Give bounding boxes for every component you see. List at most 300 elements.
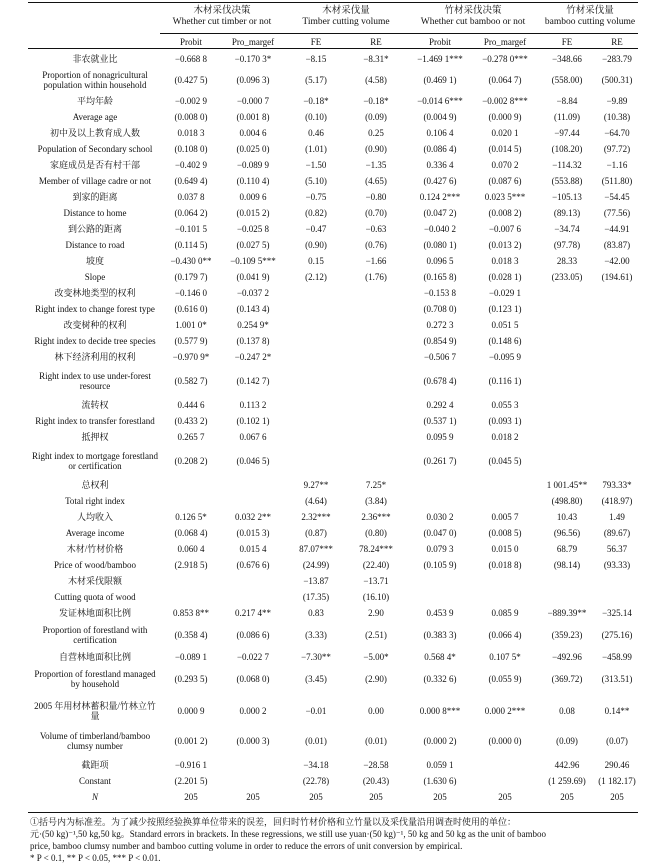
row-label: Constant bbox=[78, 776, 111, 786]
table-note-4: * P < 0.1, ** P < 0.05, *** P < 0.01. bbox=[30, 853, 161, 863]
table-cell: (77.56) bbox=[603, 207, 631, 218]
table-cell: (0.110 4) bbox=[236, 175, 270, 186]
table-cell: −0.014 6*** bbox=[417, 95, 463, 106]
row-label: 非农就业比 bbox=[72, 54, 118, 64]
table-cell: (0.80) bbox=[365, 527, 387, 538]
table-cell: (16.10) bbox=[362, 591, 390, 602]
table-cell: (0.004 9) bbox=[423, 111, 457, 122]
row-label: Proportion of nonagricultural population within household bbox=[42, 70, 148, 90]
table-cell: (0.055 9) bbox=[488, 673, 522, 684]
table-cell: (0.068 0) bbox=[236, 673, 270, 684]
table-cell: 7.25* bbox=[365, 479, 387, 490]
table-cell: −0.506 7 bbox=[423, 351, 457, 362]
row-label: 2005 年用材林蓄积量/竹林立竹量 bbox=[34, 701, 156, 721]
table-row bbox=[0, 350, 660, 364]
row-label: N bbox=[91, 792, 98, 802]
table-cell: (0.086 6) bbox=[236, 629, 270, 640]
table-cell: 2.36*** bbox=[361, 511, 391, 522]
table-row bbox=[0, 174, 660, 188]
subheader-probit: Probit bbox=[428, 37, 451, 47]
table-cell: (0.616 0) bbox=[174, 303, 208, 314]
table-row bbox=[0, 728, 660, 754]
table-cell: (22.40) bbox=[362, 559, 390, 570]
top-rule bbox=[28, 2, 638, 3]
header-rule-1 bbox=[160, 33, 638, 34]
row-label: 到家的距离 bbox=[72, 192, 118, 202]
table-cell: −42.00 bbox=[604, 255, 630, 266]
table-cell: −0.040 2 bbox=[423, 223, 457, 234]
table-cell: 0.095 9 bbox=[426, 431, 454, 442]
table-cell: −0.095 9 bbox=[488, 351, 522, 362]
table-cell: 78.24*** bbox=[359, 543, 393, 554]
table-cell: 0.444 6 bbox=[177, 399, 205, 410]
row-label: 初中及以上教育成人数 bbox=[49, 128, 140, 138]
table-cell: (511.80) bbox=[601, 175, 633, 186]
table-cell: (0.82) bbox=[305, 207, 327, 218]
table-cell: 0.568 4* bbox=[424, 651, 456, 662]
subheader-fe: FE bbox=[561, 37, 573, 47]
table-cell: (0.427 5) bbox=[174, 74, 208, 85]
table-cell: (0.080 1) bbox=[423, 239, 457, 250]
header-rule-2 bbox=[28, 48, 638, 49]
table-row bbox=[0, 790, 660, 804]
table-row bbox=[0, 190, 660, 204]
table-cell: (0.649 4) bbox=[174, 175, 208, 186]
table-cell: (108.20) bbox=[551, 143, 583, 154]
table-cell: −0.002 9 bbox=[174, 95, 208, 106]
table-cell: (0.001 8) bbox=[236, 111, 270, 122]
table-cell: −5.00* bbox=[363, 651, 389, 662]
table-cell: −0.63 bbox=[365, 223, 387, 234]
table-cell: (3.33) bbox=[305, 629, 327, 640]
table-cell: −0.668 8 bbox=[174, 53, 208, 64]
table-cell: 0.336 4 bbox=[426, 159, 454, 170]
table-cell: −0.037 2 bbox=[236, 287, 270, 298]
table-cell: 2.32*** bbox=[301, 511, 331, 522]
table-cell: (0.123 1) bbox=[488, 303, 522, 314]
table-row bbox=[0, 542, 660, 556]
table-cell: (11.09) bbox=[554, 111, 580, 122]
table-cell: 28.33 bbox=[556, 255, 578, 266]
table-cell: (4.64) bbox=[305, 495, 327, 506]
table-cell: (5.17) bbox=[305, 74, 327, 85]
table-cell: (0.678 4) bbox=[423, 375, 457, 386]
table-cell: (1.630 6) bbox=[423, 775, 457, 786]
table-row bbox=[0, 696, 660, 726]
table-cell: (2.918 5) bbox=[174, 559, 208, 570]
table-cell: 0.453 9 bbox=[426, 607, 454, 618]
table-cell: (0.854 9) bbox=[423, 335, 457, 346]
table-cell: (2.90) bbox=[365, 673, 387, 684]
header-group-cn: 竹材采伐量 bbox=[566, 6, 614, 16]
table-cell: −0.025 8 bbox=[236, 223, 270, 234]
table-row bbox=[0, 270, 660, 284]
row-label: Average income bbox=[65, 528, 125, 538]
subheader-fe: FE bbox=[310, 37, 322, 47]
subheader-probit: Probit bbox=[179, 37, 202, 47]
table-cell: 0.000 2 bbox=[239, 705, 267, 716]
table-row bbox=[0, 478, 660, 492]
header-group-en: Timber cutting volume bbox=[302, 17, 390, 27]
row-label: Proportion of forestland with certification bbox=[42, 625, 148, 645]
table-row bbox=[0, 430, 660, 444]
table-cell: (0.064 2) bbox=[174, 207, 208, 218]
table-row bbox=[0, 650, 660, 664]
table-cell: (96.56) bbox=[553, 527, 581, 538]
table-note-2: 元·(50 kg)⁻¹,50 kg,50 kg。Standard errors in brackets. In these regressions, we still use yuan·(50 kg)⁻¹, 50 kg and 50 kg as the unit of bamboo bbox=[30, 829, 547, 839]
table-row bbox=[0, 254, 660, 268]
header-group-cn: 竹材采伐决策 bbox=[444, 6, 502, 16]
table-cell: (0.000 2) bbox=[423, 735, 457, 746]
table-row bbox=[0, 622, 660, 648]
table-cell: −44.91 bbox=[604, 223, 630, 234]
table-cell: (0.066 4) bbox=[488, 629, 522, 640]
table-cell: (0.469 1) bbox=[423, 74, 457, 85]
table-cell: −0.247 2* bbox=[234, 351, 272, 362]
table-cell: −0.146 0 bbox=[174, 287, 208, 298]
table-cell: (0.70) bbox=[365, 207, 387, 218]
table-cell: 0.060 4 bbox=[177, 543, 205, 554]
row-label: Price of wood/bamboo bbox=[54, 560, 136, 570]
table-cell: (275.16) bbox=[601, 629, 633, 640]
header-group-timber-decision bbox=[160, 6, 284, 28]
header-group-en: Whether cut bamboo or not bbox=[420, 17, 526, 27]
table-cell: 87.07*** bbox=[299, 543, 333, 554]
table-row bbox=[0, 68, 660, 92]
table-cell: (0.332 6) bbox=[423, 673, 457, 684]
table-cell: (0.105 9) bbox=[423, 559, 457, 570]
table-cell: 10.43 bbox=[556, 511, 578, 522]
row-label: Right index to transfer forestland bbox=[35, 416, 155, 426]
table-cell: 2.90 bbox=[368, 607, 384, 618]
table-cell: 0.067 6 bbox=[239, 431, 267, 442]
table-row bbox=[0, 414, 660, 428]
table-cell: (0.116 1) bbox=[488, 375, 522, 386]
table-cell: (194.61) bbox=[601, 271, 633, 282]
table-cell: −1.469 1*** bbox=[417, 53, 463, 64]
table-cell: 0.032 2** bbox=[235, 511, 271, 522]
row-label: Slope bbox=[84, 272, 106, 282]
row-label: 截距项 bbox=[81, 760, 109, 770]
table-row bbox=[0, 126, 660, 140]
table-cell: (0.01) bbox=[365, 735, 387, 746]
table-cell: (0.047 0) bbox=[423, 527, 457, 538]
table-cell: −325.14 bbox=[602, 607, 632, 618]
table-cell: (0.014 5) bbox=[488, 143, 522, 154]
bottom-rule bbox=[28, 812, 638, 813]
row-label: Volume of timberland/bamboo clumsy number bbox=[39, 731, 151, 751]
table-cell: 68.79 bbox=[556, 543, 578, 554]
table-cell: (97.72) bbox=[603, 143, 631, 154]
table-cell: −13.71 bbox=[363, 575, 389, 586]
table-cell: 205 bbox=[610, 791, 624, 802]
table-cell: −105.13 bbox=[552, 191, 582, 202]
table-cell: (0.179 7) bbox=[174, 271, 208, 282]
table-cell: 290.46 bbox=[604, 759, 630, 770]
table-cell: 0.254 9* bbox=[237, 319, 269, 330]
row-label: Right index to change forest type bbox=[35, 304, 155, 314]
table-cell: (0.025 0) bbox=[236, 143, 270, 154]
table-cell: (98.14) bbox=[553, 559, 581, 570]
table-cell: 0.107 5* bbox=[489, 651, 521, 662]
table-cell: 0.15 bbox=[308, 255, 324, 266]
table-cell: (0.137 8) bbox=[236, 335, 270, 346]
row-label: Distance to home bbox=[63, 208, 127, 218]
table-cell: −0.402 9 bbox=[174, 159, 208, 170]
table-cell: (17.35) bbox=[302, 591, 330, 602]
table-cell: (10.38) bbox=[603, 111, 631, 122]
table-cell: −9.89 bbox=[606, 95, 628, 106]
table-cell: (0.358 4) bbox=[174, 629, 208, 640]
table-cell: (0.582 7) bbox=[174, 375, 208, 386]
table-row bbox=[0, 606, 660, 620]
header-group-cn: 木材采伐量 bbox=[322, 6, 370, 16]
table-cell: (89.13) bbox=[553, 207, 581, 218]
table-cell: −34.74 bbox=[554, 223, 580, 234]
table-cell: (233.05) bbox=[551, 271, 583, 282]
table-cell: −0.101 5 bbox=[174, 223, 208, 234]
table-cell: (0.000 3) bbox=[236, 735, 270, 746]
table-cell: (3.84) bbox=[365, 495, 387, 506]
table-cell: −0.80 bbox=[365, 191, 387, 202]
table-cell: 0.096 5 bbox=[426, 255, 454, 266]
table-cell: (0.018 8) bbox=[488, 559, 522, 570]
table-cell: 0.265 7 bbox=[177, 431, 205, 442]
table-cell: (0.096 3) bbox=[236, 74, 270, 85]
table-cell: (0.008 5) bbox=[488, 527, 522, 538]
row-label: 家庭成员是否有村干部 bbox=[49, 160, 140, 170]
table-cell: 0.00 bbox=[368, 705, 384, 716]
row-label: 平均年龄 bbox=[76, 96, 113, 106]
table-cell: (1 182.17) bbox=[598, 775, 636, 786]
table-cell: 0.018 3 bbox=[177, 127, 205, 138]
table-cell: −1.50 bbox=[305, 159, 327, 170]
table-cell: 0.08 bbox=[559, 705, 575, 716]
table-cell: (97.78) bbox=[553, 239, 581, 250]
table-cell: (0.07) bbox=[606, 735, 628, 746]
table-row bbox=[0, 52, 660, 66]
table-cell: −0.153 8 bbox=[423, 287, 457, 298]
table-cell: (0.165 8) bbox=[423, 271, 457, 282]
table-cell: (0.027 5) bbox=[236, 239, 270, 250]
table-cell: (0.142 7) bbox=[236, 375, 270, 386]
table-note-1: ①括号内为标准差。为了减少按照经验换算单位带来的误差，回归时竹材价格和立竹量以及采伐量沿用调查时使用的单位： bbox=[30, 817, 517, 827]
table-cell: (0.064 7) bbox=[488, 74, 522, 85]
table-cell: −889.39** bbox=[547, 607, 587, 618]
header-group-timber-volume bbox=[286, 6, 406, 28]
table-cell: 1.001 0* bbox=[175, 319, 207, 330]
row-label: 总权利 bbox=[81, 480, 109, 490]
table-row bbox=[0, 526, 660, 540]
row-label: Member of village cadre or not bbox=[38, 176, 152, 186]
table-cell: −0.01 bbox=[305, 705, 327, 716]
table-cell: −0.75 bbox=[305, 191, 327, 202]
table-cell: −1.66 bbox=[365, 255, 387, 266]
table-cell: (500.31) bbox=[601, 74, 633, 85]
table-cell: (0.047 2) bbox=[423, 207, 457, 218]
table-cell: (0.87) bbox=[305, 527, 327, 538]
row-label: 人均收入 bbox=[76, 512, 113, 522]
table-cell: (0.068 4) bbox=[174, 527, 208, 538]
table-cell: 0.000 2*** bbox=[484, 705, 526, 716]
table-cell: (0.008 2) bbox=[488, 207, 522, 218]
row-label: 改变树种的权利 bbox=[63, 320, 127, 330]
table-cell: −0.170 3* bbox=[234, 53, 272, 64]
table-cell: (359.23) bbox=[551, 629, 583, 640]
table-row bbox=[0, 158, 660, 172]
table-cell: 1 001.45** bbox=[546, 479, 588, 490]
table-cell: 0.004 6 bbox=[239, 127, 267, 138]
table-cell: (0.000 0) bbox=[488, 735, 522, 746]
table-cell: (0.427 6) bbox=[423, 175, 457, 186]
table-row bbox=[0, 558, 660, 572]
table-row bbox=[0, 774, 660, 788]
table-cell: −0.109 5*** bbox=[230, 255, 276, 266]
table-cell: (22.78) bbox=[302, 775, 330, 786]
table-row bbox=[0, 222, 660, 236]
table-cell: (1 259.69) bbox=[548, 775, 586, 786]
table-cell: 0.25 bbox=[368, 127, 384, 138]
row-label: 自营林地面积比例 bbox=[58, 652, 131, 662]
table-cell: (0.383 3) bbox=[423, 629, 457, 640]
table-cell: 0.020 1 bbox=[491, 127, 519, 138]
table-cell: 793.33* bbox=[602, 479, 632, 490]
row-label: Population of Secondary school bbox=[37, 144, 153, 154]
row-label: Distance to road bbox=[65, 240, 125, 250]
row-label: 木材/竹材价格 bbox=[66, 544, 124, 554]
table-cell: (2.12) bbox=[305, 271, 327, 282]
table-row bbox=[0, 758, 660, 772]
table-cell: −97.44 bbox=[554, 127, 580, 138]
table-cell: −0.022 7 bbox=[236, 651, 270, 662]
row-label: Average age bbox=[72, 112, 118, 122]
table-cell: (0.01) bbox=[305, 735, 327, 746]
table-cell: 0.079 3 bbox=[426, 543, 454, 554]
table-cell: −8.15 bbox=[305, 53, 327, 64]
table-row bbox=[0, 238, 660, 252]
table-cell: −7.30** bbox=[301, 651, 331, 662]
table-cell: −1.35 bbox=[365, 159, 387, 170]
table-cell: (0.148 6) bbox=[488, 335, 522, 346]
table-row bbox=[0, 286, 660, 300]
table-cell: 205 bbox=[433, 791, 447, 802]
table-cell: (3.45) bbox=[305, 673, 327, 684]
table-cell: (83.87) bbox=[603, 239, 631, 250]
table-cell: (0.102 1) bbox=[236, 415, 270, 426]
table-cell: (0.045 5) bbox=[488, 455, 522, 466]
table-cell: 0.085 9 bbox=[491, 607, 519, 618]
table-cell: 0.051 5 bbox=[491, 319, 519, 330]
table-cell: −458.99 bbox=[602, 651, 632, 662]
table-cell: (0.143 4) bbox=[236, 303, 270, 314]
table-cell: (89.67) bbox=[603, 527, 631, 538]
table-cell: 56.37 bbox=[606, 543, 628, 554]
table-cell: (20.43) bbox=[362, 775, 390, 786]
table-cell: 0.059 1 bbox=[426, 759, 454, 770]
table-cell: −0.029 1 bbox=[488, 287, 522, 298]
table-cell: 0.009 6 bbox=[239, 191, 267, 202]
table-cell: 0.005 7 bbox=[491, 511, 519, 522]
table-cell: −13.87 bbox=[303, 575, 329, 586]
table-cell: (93.33) bbox=[603, 559, 631, 570]
table-cell: (4.65) bbox=[365, 175, 387, 186]
row-label: 抵押权 bbox=[81, 432, 109, 442]
table-cell: (0.90) bbox=[305, 239, 327, 250]
table-cell: 0.018 3 bbox=[491, 255, 519, 266]
table-cell: (0.000 9) bbox=[488, 111, 522, 122]
table-cell: (1.76) bbox=[365, 271, 387, 282]
table-cell: (498.80) bbox=[551, 495, 583, 506]
row-label: Cutting quota of wood bbox=[54, 592, 136, 602]
table-row bbox=[0, 398, 660, 412]
table-cell: −8.84 bbox=[556, 95, 578, 106]
table-cell: (0.087 6) bbox=[488, 175, 522, 186]
table-cell: −348.66 bbox=[552, 53, 582, 64]
table-cell: −0.002 8*** bbox=[482, 95, 528, 106]
table-row bbox=[0, 510, 660, 524]
table-cell: 0.853 8** bbox=[173, 607, 209, 618]
table-cell: (0.001 2) bbox=[174, 735, 208, 746]
table-cell: 0.055 3 bbox=[491, 399, 519, 410]
subheader-re: RE bbox=[611, 37, 623, 47]
table-cell: 0.292 4 bbox=[426, 399, 454, 410]
subheader-pro-margef: Pro_margef bbox=[483, 37, 527, 47]
table-cell: (0.708 0) bbox=[423, 303, 457, 314]
table-cell: −0.089 1 bbox=[174, 651, 208, 662]
table-cell: (0.013 2) bbox=[488, 239, 522, 250]
subheader-pro-margef: Pro_margef bbox=[231, 37, 275, 47]
table-cell: (1.01) bbox=[305, 143, 327, 154]
table-cell: (0.676 6) bbox=[236, 559, 270, 570]
table-cell: −114.32 bbox=[552, 159, 582, 170]
table-cell: (0.008 0) bbox=[174, 111, 208, 122]
table-cell: −283.79 bbox=[602, 53, 632, 64]
table-cell: 0.113 2 bbox=[239, 399, 267, 410]
table-cell: (2.201 5) bbox=[174, 775, 208, 786]
table-cell: −0.007 6 bbox=[488, 223, 522, 234]
table-cell: −0.18* bbox=[363, 95, 389, 106]
table-row bbox=[0, 110, 660, 124]
row-label: Right index to use under-forest resource bbox=[39, 371, 151, 391]
row-label: 改变林地类型的权利 bbox=[54, 288, 136, 298]
table-cell: 0.000 9 bbox=[177, 705, 205, 716]
table-cell: (0.046 5) bbox=[236, 455, 270, 466]
table-cell: (2.51) bbox=[365, 629, 387, 640]
table-cell: (0.577 9) bbox=[174, 335, 208, 346]
table-cell: (0.09) bbox=[365, 111, 387, 122]
row-label: 林下经济利用的权利 bbox=[54, 352, 136, 362]
table-row bbox=[0, 366, 660, 396]
table-cell: (0.537 1) bbox=[423, 415, 457, 426]
table-row bbox=[0, 334, 660, 348]
table-cell: (0.76) bbox=[365, 239, 387, 250]
table-cell: −0.000 7 bbox=[236, 95, 270, 106]
table-cell: −0.278 0*** bbox=[482, 53, 528, 64]
table-cell: −492.96 bbox=[552, 651, 582, 662]
table-cell: (0.293 5) bbox=[174, 673, 208, 684]
header-group-bamboo-decision bbox=[408, 6, 538, 28]
table-cell: (0.015 3) bbox=[236, 527, 270, 538]
table-row bbox=[0, 590, 660, 604]
table-cell: (0.10) bbox=[305, 111, 327, 122]
row-label: 到公路的距离 bbox=[67, 224, 122, 234]
header-group-cn: 木材采伐决策 bbox=[193, 6, 251, 16]
table-cell: (369.72) bbox=[551, 673, 583, 684]
table-cell: −64.70 bbox=[604, 127, 630, 138]
table-cell: 0.015 4 bbox=[239, 543, 267, 554]
table-cell: −28.58 bbox=[363, 759, 389, 770]
table-cell: (0.90) bbox=[365, 143, 387, 154]
